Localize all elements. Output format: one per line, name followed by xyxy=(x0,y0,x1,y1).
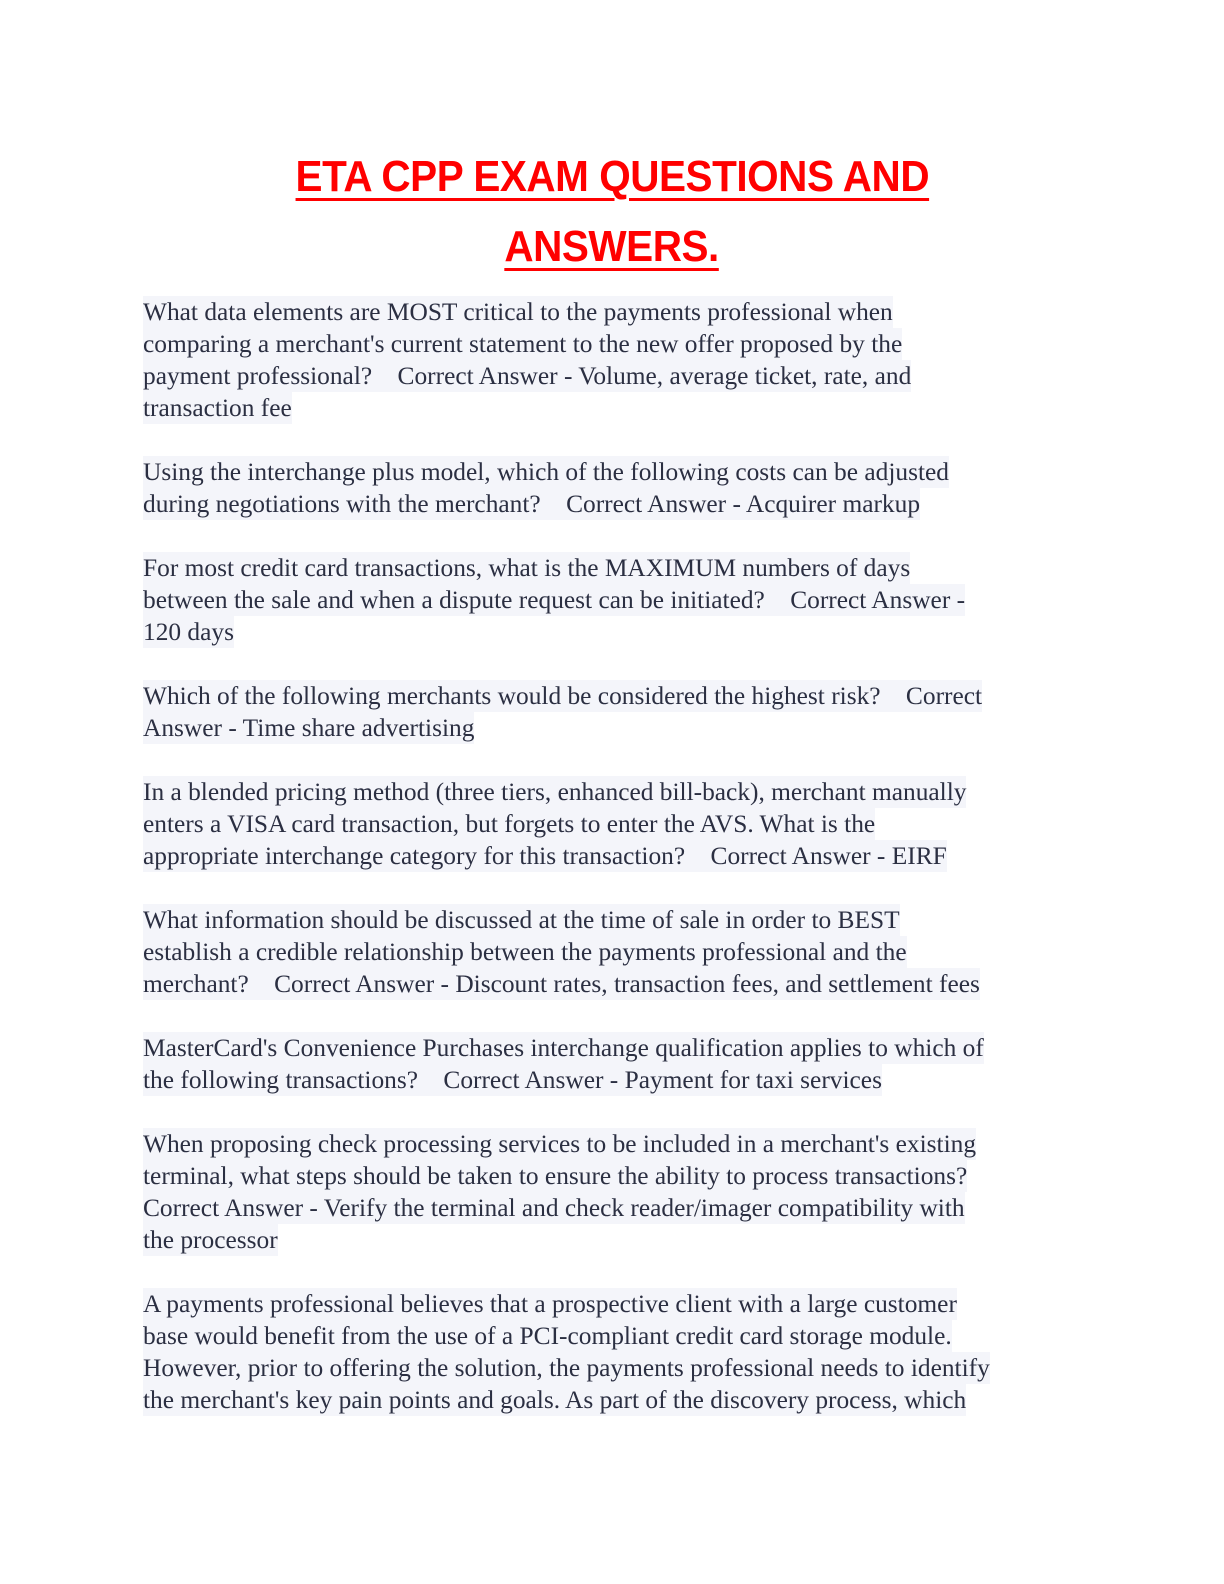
qa-line: merchant? Correct Answer - Discount rates, transaction fees, and settlement fees xyxy=(143,970,980,998)
qa-line: However, prior to offering the solution, the payments professional needs to identify xyxy=(143,1354,990,1382)
title-text-1: ETA CPP EXAM QUESTIONS AND xyxy=(295,152,929,201)
qa-line: transaction fee xyxy=(143,394,292,422)
document-title-line-2 xyxy=(0,222,1224,271)
qa-line: payment professional? Correct Answer - Volume, average ticket, rate, and xyxy=(143,362,912,390)
qa-item-9 xyxy=(143,1288,1083,1416)
qa-line: comparing a merchant's current statement to the new offer proposed by the xyxy=(143,330,903,358)
qa-list xyxy=(143,296,1083,1448)
qa-line: Using the interchange plus model, which of the following costs can be adjusted xyxy=(143,458,949,486)
qa-line: When proposing check processing services to be included in a merchant's existing xyxy=(143,1130,977,1158)
qa-item-3 xyxy=(143,552,1083,648)
qa-line: base would benefit from the use of a PCI-compliant credit card storage module. xyxy=(143,1322,952,1350)
qa-line: establish a credible relationship between the payments professional and the xyxy=(143,938,907,966)
qa-item-1 xyxy=(143,296,1083,424)
qa-line: terminal, what steps should be taken to ensure the ability to process transactions? xyxy=(143,1162,968,1190)
qa-line: What data elements are MOST critical to the payments professional when xyxy=(143,298,893,326)
qa-line: For most credit card transactions, what is the MAXIMUM numbers of days xyxy=(143,554,911,582)
qa-line: 120 days xyxy=(143,618,234,646)
qa-item-8 xyxy=(143,1128,1083,1256)
qa-line: What information should be discussed at the time of sale in order to BEST xyxy=(143,906,900,934)
qa-item-2 xyxy=(143,456,1083,520)
qa-line: Answer - Time share advertising xyxy=(143,714,475,742)
qa-line: the processor xyxy=(143,1226,278,1254)
qa-line: In a blended pricing method (three tiers, enhanced bill-back), merchant manually xyxy=(143,778,967,806)
qa-line: Which of the following merchants would be considered the highest risk? Correct xyxy=(143,682,983,710)
qa-item-5 xyxy=(143,776,1083,872)
qa-line: A payments professional believes that a prospective client with a large customer xyxy=(143,1290,957,1318)
document-title-line-1 xyxy=(0,152,1224,201)
qa-line: enters a VISA card transaction, but forgets to enter the AVS. What is the xyxy=(143,810,876,838)
qa-item-6 xyxy=(143,904,1083,1000)
qa-line: during negotiations with the merchant? Correct Answer - Acquirer markup xyxy=(143,490,921,518)
qa-line: between the sale and when a dispute request can be initiated? Correct Answer - xyxy=(143,586,966,614)
qa-line: the merchant's key pain points and goals. As part of the discovery process, which xyxy=(143,1386,967,1414)
qa-line: the following transactions? Correct Answer - Payment for taxi services xyxy=(143,1066,882,1094)
qa-line: MasterCard's Convenience Purchases interchange qualification applies to which of xyxy=(143,1034,984,1062)
qa-line: appropriate interchange category for this transaction? Correct Answer - EIRF xyxy=(143,842,947,870)
qa-item-7 xyxy=(143,1032,1083,1096)
title-text-2: ANSWERS. xyxy=(504,222,720,271)
qa-item-4 xyxy=(143,680,1083,744)
qa-line: Correct Answer - Verify the terminal and check reader/imager compatibility with xyxy=(143,1194,965,1222)
